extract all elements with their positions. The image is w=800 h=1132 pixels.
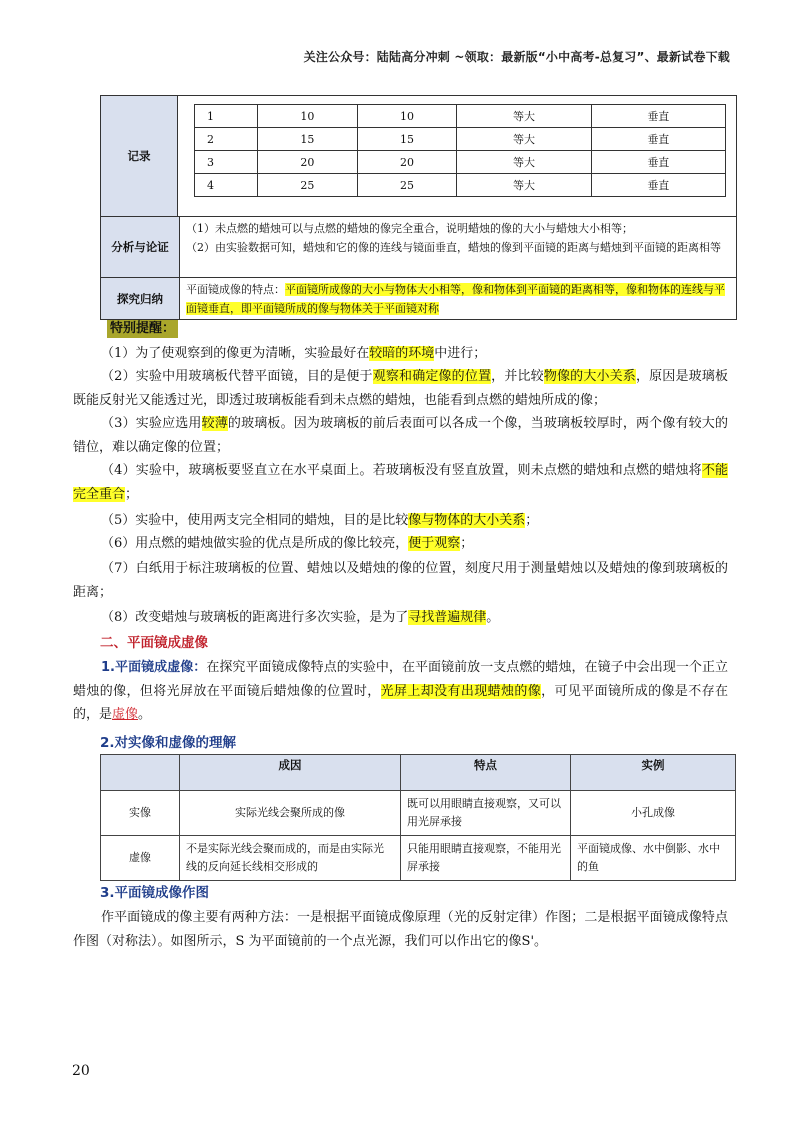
tip-2: （2）实验中用玻璃板代替平面镜，目的是便于观察和确定像的位置，并比较物像的大小关系，原因是玻璃板既能反射光又能透过光，即透过玻璃板能看到未点燃的蜡烛，也能看到点燃的蜡烛所成的像； <box>73 369 728 408</box>
tip-7: （7）白纸用于标注玻璃板的位置、蜡烛以及蜡烛的像的位置，刻度尺用于测量蜡烛以及蜡烛的像到玻璃板的距离； <box>73 561 728 600</box>
table-row: 4 25 25 等大 垂直 <box>195 174 726 197</box>
tip-1: （1）为了使观察到的像更为清晰，实验最好在较暗的环境中进行； <box>101 346 487 361</box>
subsection-2-title: 2.对实像和虚像的理解 <box>100 735 237 751</box>
page-header: 关注公众号：陆陆高分冲刺 ~领取：最新版“小中高考-总复习”、最新试卷下载 <box>303 50 730 64</box>
drawing-method-paragraph: 作平面镜成的像主要有两种方法：一是根据平面镜成像原理（光的反射定律）作图；二是根据平面镜成像特点作图（对称法）。如图所示，S 为平面镜前的一个点光源，我们可以作出它的像S'。 <box>73 910 728 949</box>
tip-4: （4）实验中，玻璃板要竖直立在水平桌面上。若玻璃板没有竖直放置，则未点燃的蜡烛和点燃的蜡烛将不能完全重合； <box>73 463 728 502</box>
conclusion-text: 平面镜成像的特点：平面镜所成像的大小与物体大小相等，像和物体到平面镜的距离相等，像和物体的连线与平面镜垂直，即平面镜所成的像与物体关于平面镜对称 <box>186 283 725 315</box>
table-row: 3 20 20 等大 垂直 <box>195 151 726 174</box>
table-row: 虚像 不是实际光线会聚而成的，而是由实际光线的反向延长线相交形成的 只能用眼睛直接观察，不能用光屏承接 平面镜成像、水中倒影、水中的鱼 <box>101 836 736 881</box>
conclusion-label: 探究归纳 <box>101 278 180 319</box>
analysis-label: 分析与论证 <box>101 217 180 277</box>
analysis-point-2: （2）由实验数据可知，蜡烛和它的像的连线与镜面垂直，蜡烛的像到平面镜的距离与蜡烛到平面镜的距离相等 <box>186 241 721 254</box>
table-row: 2 15 15 等大 垂直 <box>195 128 726 151</box>
record-row <box>101 96 736 216</box>
page-number: 20 <box>72 1063 90 1079</box>
record-label: 记录 <box>101 96 178 216</box>
special-tip-title: 特别提醒： <box>107 320 178 338</box>
tip-5: （5）实验中，使用两支完全相同的蜡烛，目的是比较像与物体的大小关系； <box>101 513 539 528</box>
subsection-1-title: 1.平面镜成虚像： <box>101 660 207 675</box>
conclusion-highlight: 平面镜所成像的大小与物体大小相等，像和物体到平面镜的距离相等，像和物体的连线与平面镜垂直，即平面镜所成的像与物体关于平面镜对称 <box>186 283 725 315</box>
subsection-3-title: 3.平面镜成像作图 <box>100 885 210 901</box>
conclusion-row <box>101 277 736 319</box>
table-row: 1 10 10 等大 垂直 <box>195 105 726 128</box>
record-data-table <box>194 104 726 197</box>
tip-8: （8）改变蜡烛与玻璃板的距离进行多次实验，是为了寻找普遍规律。 <box>101 610 500 625</box>
analysis-row <box>101 216 736 277</box>
table-row: 实像 实际光线会聚所成的像 既可以用眼睛直接观察，又可以用光屏承接 小孔成像 <box>101 791 736 836</box>
table-header-row: 成因 特点 实例 <box>101 755 736 791</box>
tip-3: （3）实验应选用较薄的玻璃板。因为玻璃板的前后表面可以各成一个像，当玻璃板较厚时，两个像有较大的错位，难以确定像的位置； <box>73 416 728 455</box>
tip-6: （6）用点燃的蜡烛做实验的优点是所成的像比较亮，便于观察； <box>101 536 474 551</box>
real-virtual-image-table <box>100 754 736 881</box>
analysis-point-1: （1）未点燃的蜡烛可以与点燃的蜡烛的像完全重合，说明蜡烛的像的大小与蜡烛大小相等； <box>186 222 633 235</box>
virtual-image-paragraph: 1.平面镜成虚像：在探究平面镜成像特点的实验中，在平面镜前放一支点燃的蜡烛，在镜子中会出现一个正立蜡烛的像，但将光屏放在平面镜后蜡烛像的位置时，光屏上却没有出现蜡烛的像，可见平面镜所成的像是不存在的，是虚像。 <box>73 660 728 722</box>
experiment-summary-table <box>100 95 737 320</box>
section-2-title: 二、平面镜成虚像 <box>100 635 208 651</box>
